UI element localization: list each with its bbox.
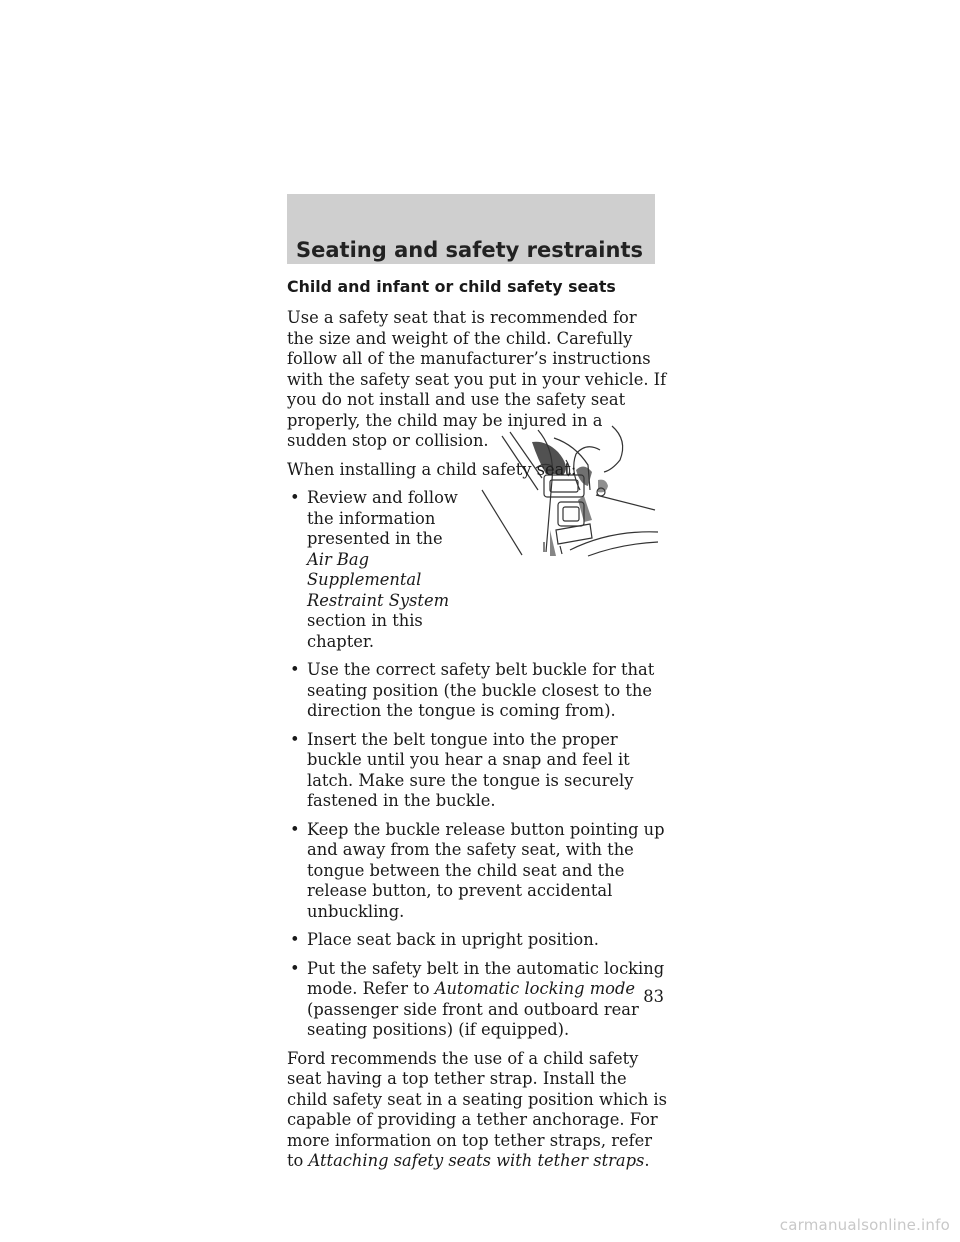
bullet-icon: • bbox=[290, 660, 300, 679]
cross-reference: Air Bag Supplemental Restraint System bbox=[307, 549, 450, 610]
list-item: • Insert the belt tongue into the proper buckle until you hear a snap and feel it latch. Make sure the tongue is securely fastened in the buckle. bbox=[290, 729, 634, 810]
list-item: • Review and follow the information presented in the Air Bag Supplemental Restraint System section in this chapter. bbox=[290, 488, 458, 651]
chapter-title: Seating and safety restraints bbox=[296, 238, 643, 262]
cross-reference: Attaching safety seats with tether straps bbox=[308, 1151, 645, 1170]
intro-paragraph: Use a safety seat that is recommended for the size and weight of the child. Carefully follow all of the manufacturer’s instructions with the safety seat you put in your vehicle. If you do not install and use the safety seat properly, the child may be injured in a sudden stop or collision. bbox=[287, 308, 667, 450]
closing-paragraph: Ford recommends the use of a child safety seat having a top tether strap. Install the child safety seat in a seating position which is capable of providing a tether anchorage. For more information on top tether straps, refer to Attaching safety seats with tether straps. bbox=[287, 1048, 667, 1170]
list-item: • Use the correct safety belt buckle for that seating position (the buckle closest to the direction the tongue is coming from). bbox=[290, 660, 655, 720]
page-content bbox=[287, 276, 667, 1180]
page-number: 83 bbox=[643, 987, 664, 1006]
bullet-icon: • bbox=[290, 729, 300, 749]
bullet-icon: • bbox=[290, 930, 300, 949]
list-item: • Place seat back in upright position. bbox=[290, 930, 599, 949]
section-title: Child and infant or child safety seats bbox=[287, 277, 616, 296]
bullet-icon: • bbox=[290, 819, 300, 839]
header-band bbox=[287, 194, 655, 264]
list-item: • Keep the buckle release button pointing up and away from the safety seat, with the tongue between the child seat and the release button, to prevent accidental unbuckling. bbox=[290, 819, 665, 921]
bullet-icon: • bbox=[290, 488, 300, 507]
cross-reference: Automatic locking mode bbox=[434, 979, 636, 998]
list-item: • Put the safety belt in the automatic locking mode. Refer to Automatic locking mode (passenger side front and outboard rear seating positions) (if equipped). bbox=[290, 958, 665, 1039]
installation-steps-list bbox=[287, 488, 667, 1041]
lead-in-text: When installing a child safety seat: bbox=[287, 459, 577, 479]
bullet-icon: • bbox=[290, 958, 300, 978]
watermark: carmanualsonline.info bbox=[779, 1216, 950, 1234]
